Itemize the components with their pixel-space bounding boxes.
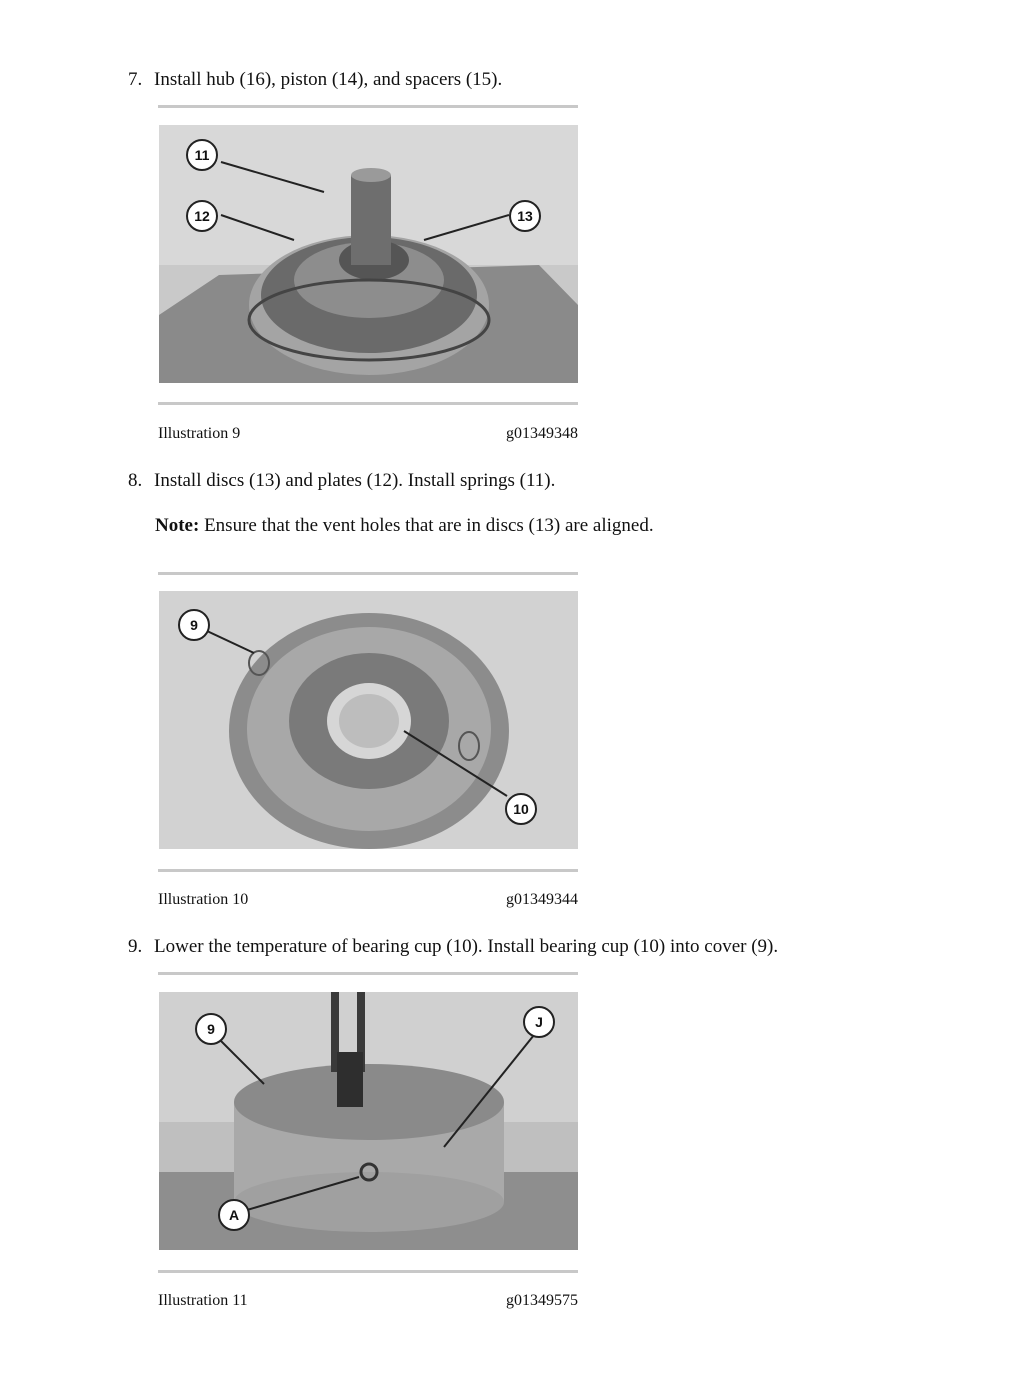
note-label: Note: [155,515,200,536]
step-text: Install discs (13) and plates (12). Install springs (11). [154,470,556,491]
callout-j: J [523,1006,555,1038]
illustration-label: Illustration 10 [158,891,249,908]
figure-bottom-rule [158,869,578,872]
figure-top-rule [158,572,578,575]
illustration-11-photo [159,992,578,1250]
callout-10: 10 [505,793,537,825]
illustration-label: Illustration 9 [158,425,241,442]
step-number: 9. [128,936,143,957]
figure-top-rule [158,105,578,108]
callout-a: A [218,1199,250,1231]
step-number: 7. [128,69,143,90]
illustration-9-photo [159,125,578,383]
callout-13: 13 [509,200,541,232]
step-text: Lower the temperature of bearing cup (10). Install bearing cup (10) into cover (9). [154,936,779,957]
callout-9: 9 [195,1013,227,1045]
step-number: 8. [128,470,143,491]
figure-top-rule [158,972,578,975]
illustration-10-photo [159,591,578,849]
note-text: Ensure that the vent holes that are in discs (13) are aligned. [199,515,654,536]
figure-bottom-rule [158,1270,578,1273]
step-8 [128,469,555,493]
callout-11: 11 [186,139,218,171]
illustration-code: g01349344 [506,891,578,908]
callout-12: 12 [186,200,218,232]
illustration-code: g01349348 [506,425,578,442]
callout-9: 9 [178,609,210,641]
note [155,514,654,538]
step-7 [128,68,502,92]
figure-bottom-rule [158,402,578,405]
illustration-label: Illustration 11 [158,1292,248,1309]
step-text: Install hub (16), piston (14), and spacers (15). [154,69,503,90]
step-9 [128,935,778,959]
illustration-code: g01349575 [506,1292,578,1309]
